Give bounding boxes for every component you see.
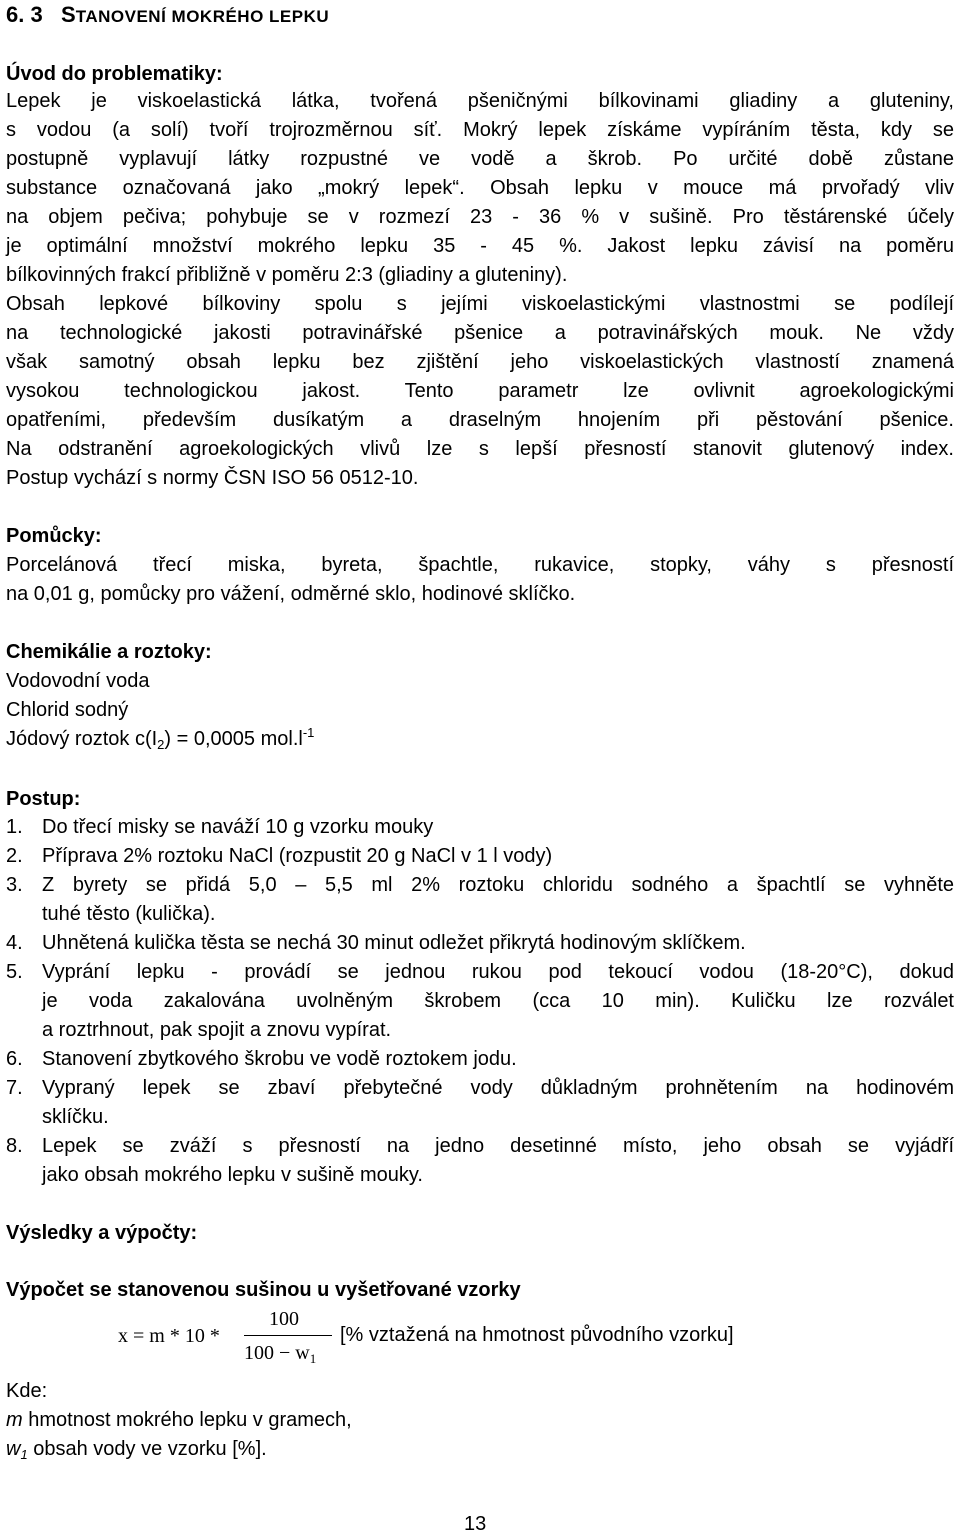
intro-line: Na odstranění agroekologických vlivů lze s lepší přesností stanovit glutenový index. xyxy=(6,438,954,460)
step-number: 3. xyxy=(6,874,23,896)
w-symbol: w xyxy=(6,1438,21,1460)
formula-numerator: 100 xyxy=(269,1308,299,1330)
heading-number: 6. 3 xyxy=(6,2,43,27)
step-text: Lepek se zváží s přesností na jedno desetinné místo, jeho obsah se vyjádří xyxy=(42,1135,954,1157)
kde-w xyxy=(6,1437,267,1461)
intro-line: s vodou (a solí) tvoří trojrozměrnou síť. Mokrý lepek získáme vypíráním těsta, kdy se xyxy=(6,119,954,141)
intro-line: substance označovaná jako „mokrý lepek“. Obsah lepku v mouce má prvořadý vliv xyxy=(6,177,954,199)
intro-line: však samotný obsah lepku bez zjištění jeho viskoelastických vlastností znamená xyxy=(6,351,954,373)
denominator-text: 100 − w xyxy=(244,1342,310,1364)
intro-line: opatřeními, především dusíkatým a draselným hnojením při pěstování pšenice. xyxy=(6,409,954,431)
m-description: hmotnost mokrého lepku v gramech, xyxy=(22,1409,352,1431)
step-text: a roztrhnout, pak spojit a znovu vypírat. xyxy=(42,1019,392,1041)
intro-title: Úvod do problematiky: xyxy=(6,63,223,85)
w-description: obsah vody ve vzorku [%]. xyxy=(27,1438,267,1460)
step-text: jako obsah mokrého lepku v sušině mouky. xyxy=(42,1164,423,1186)
step-text: Vypraný lepek se zbaví přebytečné vody důkladným prohnětením na hodinovém xyxy=(42,1077,954,1099)
chemikalie-item-iodine xyxy=(6,727,314,751)
vypocet-title: Výpočet se stanovenou sušinou u vyšetřované vzorky xyxy=(6,1279,521,1301)
intro-line: Lepek je viskoelastická látka, tvořená pšeničnými bílkovinami gliadiny a gluteniny, xyxy=(6,90,954,112)
formula-lhs: x = m * 10 * xyxy=(118,1325,220,1347)
step-number: 2. xyxy=(6,845,23,867)
chemikalie-item: Vodovodní voda xyxy=(6,670,150,692)
iodine-text-b: ) = 0,0005 mol.l xyxy=(164,728,303,750)
step-text: Z byrety se přidá 5,0 – 5,5 ml 2% roztoku chloridu sodného a špachtlí se vyhněte xyxy=(42,874,954,896)
step-text: Vyprání lepku - provádí se jednou rukou pod tekoucí vodou (18-20°C), dokud xyxy=(42,961,954,983)
step-number: 8. xyxy=(6,1135,23,1157)
chemikalie-item: Chlorid sodný xyxy=(6,699,129,721)
step-number: 7. xyxy=(6,1077,23,1099)
pomucky-line: na 0,01 g, pomůcky pro vážení, odměrné sklo, hodinové sklíčko. xyxy=(6,583,576,605)
intro-line: postupně vyplavují látky rozpustné ve vodě a škrob. Po určité době zůstane xyxy=(6,148,954,170)
step-text: Stanovení zbytkového škrobu ve vodě roztokem jodu. xyxy=(42,1048,517,1070)
postup-title: Postup: xyxy=(6,788,81,810)
iodine-sup: -1 xyxy=(302,725,315,740)
kde-title: Kde: xyxy=(6,1380,48,1402)
intro-line: vysokou technologickou jakost. Tento parametr lze ovlivnit agroekologickými xyxy=(6,380,954,402)
fraction-bar xyxy=(244,1335,332,1336)
step-number: 1. xyxy=(6,816,23,838)
formula-denominator xyxy=(244,1342,316,1365)
iodine-sub: 2 xyxy=(157,737,165,752)
chemikalie-title: Chemikálie a roztoky: xyxy=(6,641,212,663)
step-number: 4. xyxy=(6,932,23,954)
step-text: Uhnětená kulička těsta se nechá 30 minut odležet přikrytá hodinovým sklíčkem. xyxy=(42,932,746,954)
formula-unit: [% vztažená na hmotnost původního vzorku] xyxy=(340,1324,734,1346)
pomucky-title: Pomůcky: xyxy=(6,525,102,547)
step-number: 6. xyxy=(6,1048,23,1070)
intro-line: bílkovinných frakcí přibližně v poměru 2:3 (gliadiny a gluteniny). xyxy=(6,264,568,286)
heading-rest: TANOVENÍ MOKRÉHO LEPKU xyxy=(75,7,330,26)
heading-first-letter: S xyxy=(61,2,76,27)
denominator-sub: 1 xyxy=(309,1351,317,1366)
step-text: je voda zakalována uvolněným škrobem (cca 10 min). Kuličku lze rozválet xyxy=(42,990,954,1012)
step-text: tuhé těsto (kulička). xyxy=(42,903,216,925)
vysledky-title: Výsledky a výpočty: xyxy=(6,1222,198,1244)
pomucky-line: Porcelánová třecí miska, byreta, špachtle, rukavice, stopky, váhy s přesností xyxy=(6,554,954,576)
intro-line: je optimální množství mokrého lepku 35 - 45 %. Jakost lepku závisí na poměru xyxy=(6,235,954,257)
intro-line: Obsah lepkové bílkoviny spolu s jejími viskoelastickými vlastnostmi se podílejí xyxy=(6,293,954,315)
step-text: sklíčku. xyxy=(42,1106,109,1128)
iodine-text-a: Jódový roztok c(I xyxy=(6,728,158,750)
page-number: 13 xyxy=(464,1513,487,1535)
step-text: Do třecí misky se naváží 10 g vzorku mouky xyxy=(42,816,434,838)
step-text: Příprava 2% roztoku NaCl (rozpustit 20 g NaCl v 1 l vody) xyxy=(42,845,553,867)
kde-m xyxy=(6,1408,352,1432)
intro-line: na objem pečiva; pohybuje se v rozmezí 23 - 36 % v sušině. Pro těstárenské účely xyxy=(6,206,954,228)
intro-line: Postup vychází s normy ČSN ISO 56 0512-10. xyxy=(6,467,419,489)
step-number: 5. xyxy=(6,961,23,983)
w-sub: 1 xyxy=(20,1447,28,1462)
m-symbol: m xyxy=(6,1409,23,1431)
intro-line: na technologické jakosti potravinářské pšenice a potravinářských mouk. Ne vždy xyxy=(6,322,954,344)
section-heading xyxy=(6,2,329,28)
